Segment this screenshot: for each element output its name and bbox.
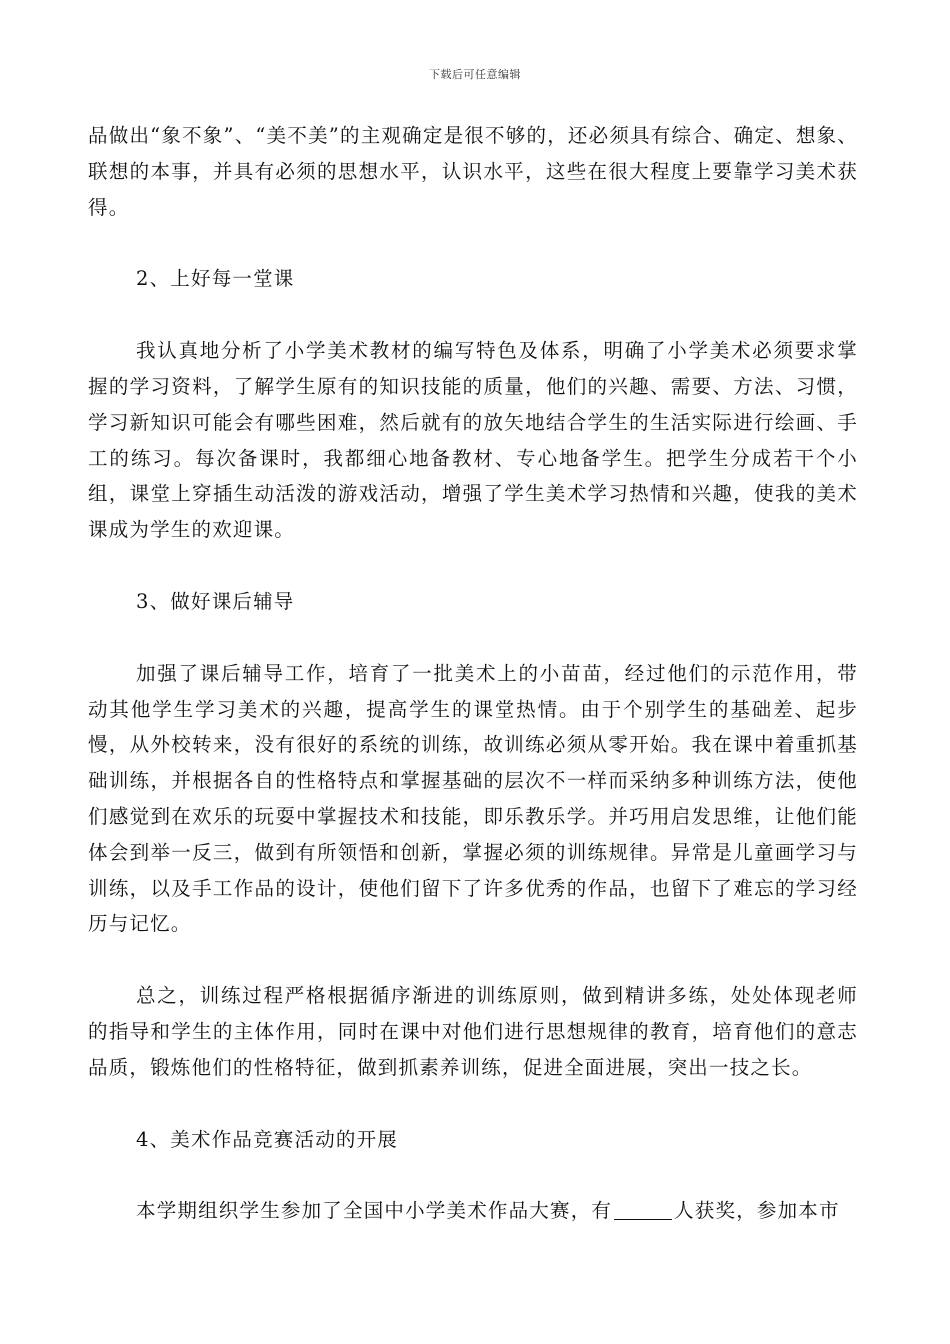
section-heading-4: 4、美术作品竞赛活动的开展 <box>136 1127 399 1151</box>
fill-in-blank <box>614 1199 672 1220</box>
document-body <box>88 118 858 1229</box>
paragraph-tutoring: 加强了课后辅导工作，培育了一批美术上的小苗苗，经过他们的示范作用，带动其他学生学习美术的兴趣，提高学生的课堂热情。由于个别学生的基础差、起步慢，从外校转来，没有很好的系统的训练，故训练必须从零开始。我在课中着重抓基础训练，并根据各自的性格特点和掌握基础的层次不一样而采纳多种训练方法，使他们感觉到在欢乐的玩耍中掌握技术和技能，即乐教乐学。并巧用启发思维，让他们能体会到举一反三，做到有所领悟和创新，掌握必须的训练规律。异常是儿童画学习与训练，以及手工作品的设计，使他们留下了许多优秀的作品，也留下了难忘的学习经历与记忆。 <box>88 661 858 936</box>
section-heading-2: 2、上好每一堂课 <box>136 267 295 291</box>
paragraph-continuation: 品做出“象不象”、“美不美”的主观确定是很不够的，还必须具有综合、确定、想象、联想的本事，并具有必须的思想水平，认识水平，这些在很大程度上要靠学习美术获得。 <box>88 124 858 219</box>
competition-text-before: 本学期组织学生参加了全国中小学美术作品大赛，有 <box>136 1199 613 1223</box>
page-header: 下载后可任意编辑 <box>429 68 521 81</box>
section-heading-3: 3、做好课后辅导 <box>136 589 295 613</box>
paragraph-lesson: 我认真地分析了小学美术教材的编写特色及体系，明确了小学美术必须要求掌握的学习资料，了解学生原有的知识技能的质量，他们的兴趣、需要、方法、习惯，学习新知识可能会有哪些困难，然后就有的放矢地结合学生的生活实际进行绘画、手工的练习。每次备课时，我都细心地备教材、专心地备学生。把学生分成若干个小组，课堂上穿插生动活泼的游戏活动，增强了学生美术学习热情和兴趣，使我的美术课成为学生的欢迎课。 <box>88 339 858 542</box>
competition-text-after: 人获奖，参加本市 <box>674 1199 840 1223</box>
paragraph-competition <box>88 1193 858 1229</box>
paragraph-summary: 总之，训练过程严格根据循序渐进的训练原则，做到精讲多练，处处体现老师的指导和学生的主体作用，同时在课中对他们进行思想规律的教育，培育他们的意志品质，锻炼他们的性格特征，做到抓素养训练，促进全面进展，突出一技之长。 <box>88 984 858 1079</box>
